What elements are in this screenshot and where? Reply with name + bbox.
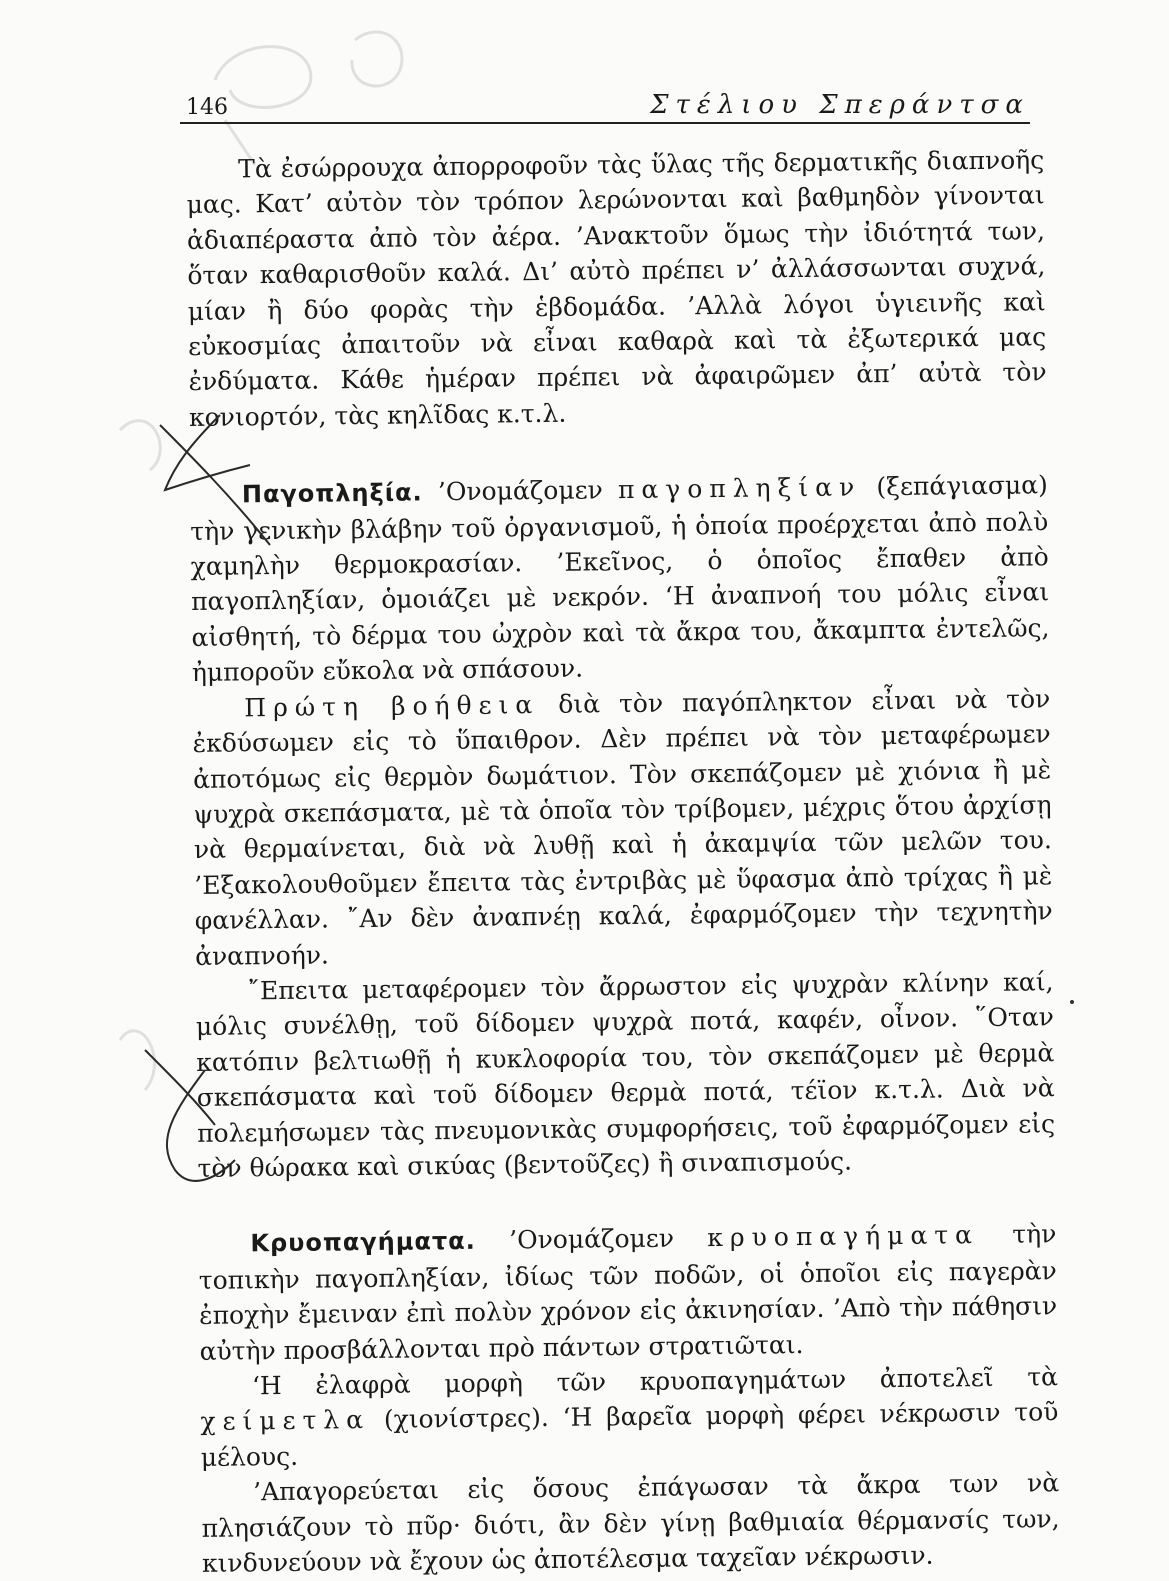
page-header	[180, 82, 1030, 124]
bleed-stroke	[120, 1031, 155, 1090]
section-lead: ’Ονομάζομεν	[508, 1223, 675, 1255]
paragraph-3: ῎Επειτα μεταφέρομεν τὸν ἄρρωστον εἰς ψυχρὰν κλίνην καί, μόλις συνέλθῃ, τοῦ δίδομεν ψυχρὰ ποτά, καφέν, οἶνον. ῞Οταν κατόπιν βελτιωθῇ ἡ κυκλοφορία του, τὸν σκεπάζομεν μὲ θερμὰ σκεπάσματα καὶ τοῦ δίδομεν θερμὰ ποτά, τέϊον κ.τ.λ. Διὰ νὰ πολεμήσωμεν τὰς πνευμονικὰς συμφορήσεις, τοῦ ἐφαρμόζομεν εἰς τὸν θώρακα καὶ σικύας (βεντοῦζες) ἢ σιναπισμούς.	[195, 967, 1056, 1183]
body-text	[186, 142, 1060, 1581]
spaced-term: κρυοπαγήματα	[707, 1220, 980, 1253]
stray-dot	[1070, 1000, 1074, 1004]
paragraph-text: διὰ τὸν παγόπληκτον εἶναι νὰ τὸν ἐκδύσωμεν εἰς τὸ ὕπαιθρον. Δὲν πρέπει νὰ τὸν μεταφέρωμεν ἀποτόμως εἰς θερμὸν δωμάτιον. Τὸν σκεπάζομεν μὲ χιόνια ἢ μὲ ψυχρὰ σκεπάσματα, μὲ τὰ ὁποῖα τὸν τρίβομεν, μέχρις ὅτου ἀρχίσῃ νὰ θερμαίνεται, διὰ νὰ λυθῇ καὶ ἡ ἀκαμψία τῶν μελῶν του. ’Εξακολουθοῦμεν ἔπειτα τὰς ἐντριβὰς μὲ ὕφασμα ἀπὸ τρίχας ἢ μὲ φανέλλαν. ῎Αν δὲν ἀναπνέῃ καλά, ἐφαρμόζομεν τὴν τεχνητὴν ἀναπνοήν.	[192, 683, 1053, 971]
section-heading: Κρυοπαγήματα.	[250, 1227, 476, 1258]
section-pagopliksia	[190, 467, 1050, 690]
section-text: (ξεπάγιασμα) τὴν γενικὴν βλάβην τοῦ ὀργανισμοῦ, ἡ ὁποία προέρχεται ἀπὸ πολὺ χαμηλὴν θερμοκρασίαν. ’Εκεῖνος, ὁ ὁποῖος ἔπαθεν ἀπὸ παγοπληξίαν, ὁμοιάζει μὲ νεκρόν. ‘Η ἀναπνοή του μόλις εἶναι αἰσθητή, τὸ δέρμα του ὠχρὸν καὶ τὰ ἄκρα του, ἄκαμπτα ἐντελῶς, ἠμποροῦν εὔκολα νὰ σπάσουν.	[190, 470, 1050, 688]
spaced-term: χείμετλα	[200, 1405, 371, 1437]
section-heading: Παγοπληξία.	[241, 478, 423, 509]
paragraph-first-aid	[192, 681, 1053, 974]
spaced-term: παγοπληξίαν	[617, 472, 862, 505]
spaced-term: Πρώτη βοήθεια	[244, 689, 540, 723]
bleed-stroke	[352, 32, 402, 86]
paragraph-text: ‘Η ἐλαφρὰ μορφὴ τῶν κρυοπαγημάτων ἀποτελεῖ τὰ	[251, 1362, 1059, 1401]
paragraph-last: ’Απαγορεύεται εἰς ὅσους ἐπάγωσαν τὰ ἄκρα των νὰ πλησιάζουν τὸ πῦρ· διότι, ἂν δὲν γίνῃ βαθμιαία θέρμανσίς των, κινδυνεύουν νὰ ἔχουν ὡς ἀποτέλεσμα ταχεῖαν νέκρωσιν.	[201, 1468, 1060, 1578]
section-kryopagimata	[198, 1217, 1058, 1369]
paragraph-text: (χιονίστρες). ‘Η βαρεῖα μορφὴ φέρει νέκρωσιν τοῦ μέλους.	[200, 1397, 1059, 1472]
bleed-stroke	[120, 421, 160, 470]
paragraph-1: Τὰ ἐσώρρουχα ἀπορροφοῦν τὰς ὕλας τῆς δερματικῆς διαπνοῆς μας. Κατ’ αὐτὸν τὸν τρόπον λερώνονται καὶ βαθμηδὸν γίνονται ἀδιαπέραστα ἀπὸ τὸν ἀέρα. ’Ανακτοῦν ὅμως τὴν ἰδιότητά των, ὅταν καθαρισθοῦν καλά. Δι’ αὐτὸ πρέπει ν’ ἀλλάσσωνται συχνά, μίαν ἢ δύο φορὰς τὴν ἑβδομάδα. ’Αλλὰ λόγοι ὑγιεινῆς καὶ εὐκοσμίας ἀπαιτοῦν νὰ εἶναι καθαρὰ καὶ τὰ ἐξωτερικά μας ἐνδύματα. Κάθε ἡμέραν πρέπει νὰ ἀφαιρῶμεν ἀπ’ αὐτὰ τὸν κονιορτόν, τὰς κηλῖδας κ.τ.λ.	[186, 145, 1047, 432]
page-number: 146	[186, 95, 228, 120]
running-title: Στέλιου Σπεράντσα	[650, 90, 1030, 120]
paragraph-xeimetla	[200, 1359, 1059, 1475]
section-lead: ’Ονομάζομεν	[437, 475, 603, 507]
section-text: τὴν τοπικὴν παγοπληξίαν, ἰδίως τῶν ποδῶν, οἱ ὁποῖοι εἰς παγερὰν ἐποχὴν ἔμειναν ἐπὶ πολὺν χρόνον εἰς ἀκινησίαν. ’Απὸ τὴν πάθησιν αὐτὴν προσβάλλονται πρὸ πάντων στρατιῶται.	[198, 1219, 1058, 1366]
